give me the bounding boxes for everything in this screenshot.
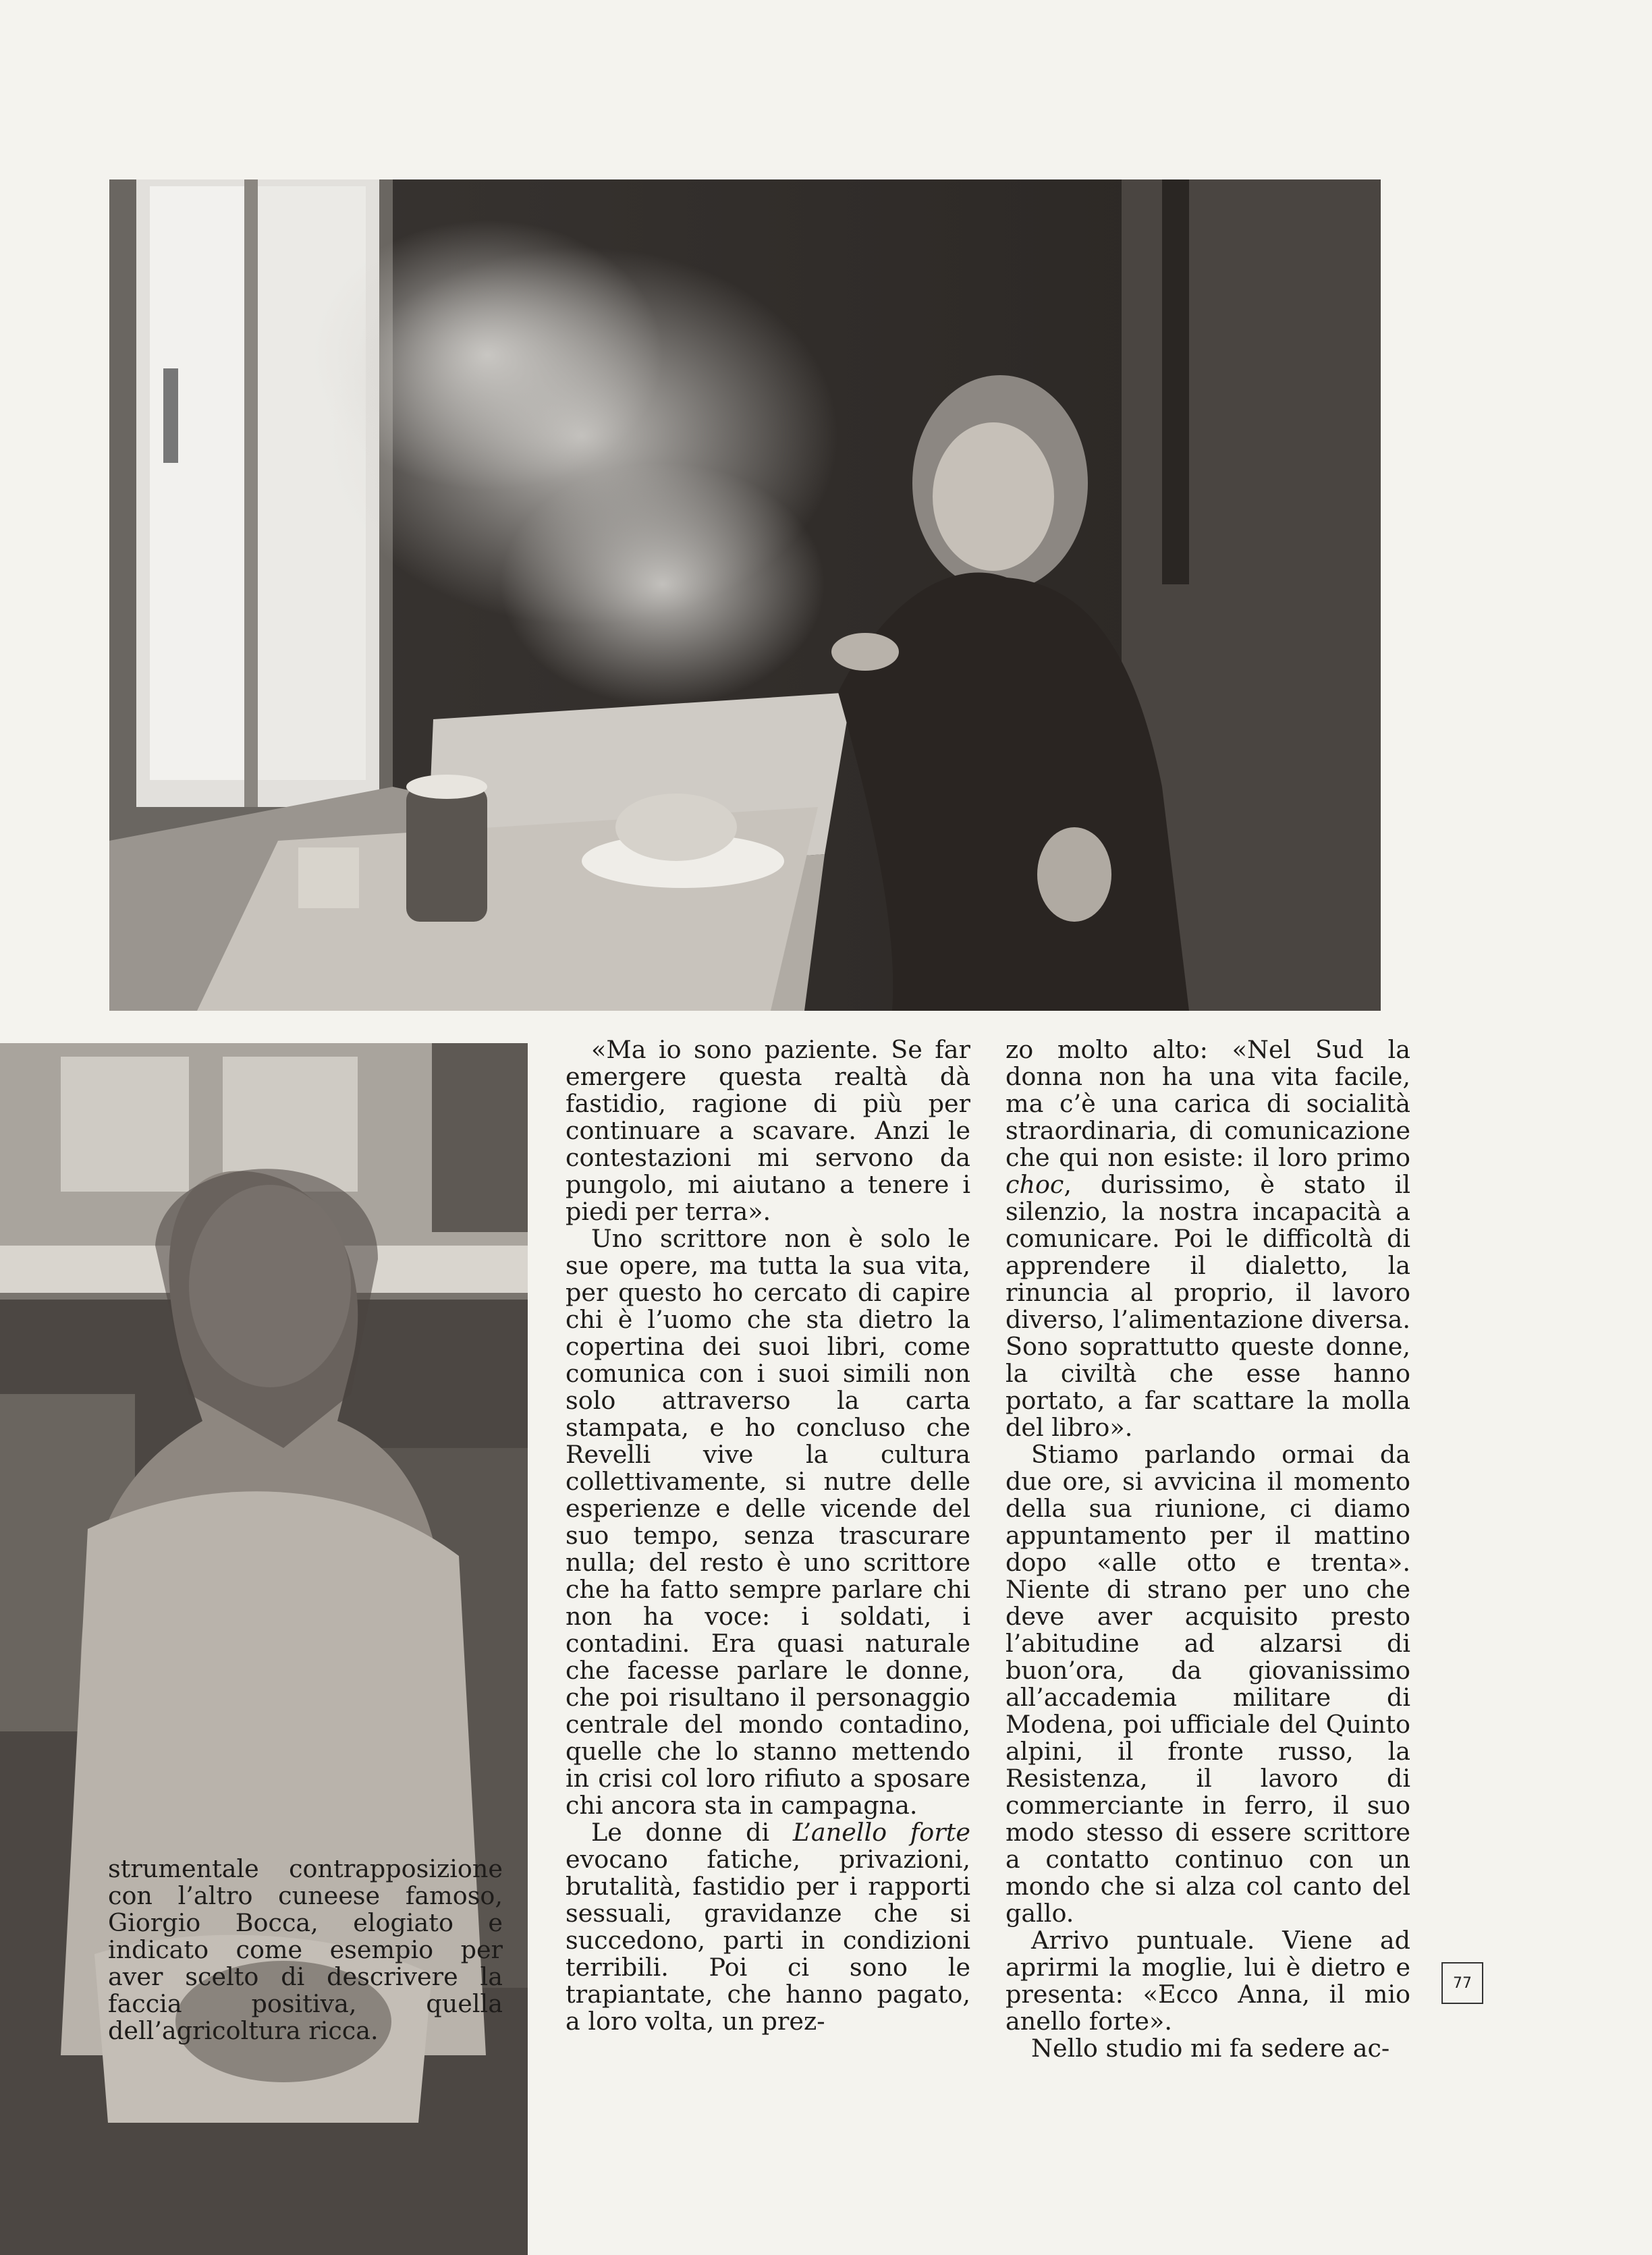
emphasis: choc — [1006, 1170, 1064, 1199]
paragraph: strumentale contrapposizione con l’altro cuneese famoso, Giorgio Bocca, elogiato e indicato come esempio per aver scelto di descrivere la faccia positiva, quella dell’agricoltura ricca. — [108, 1854, 503, 2045]
page-number: 77 — [1441, 1962, 1483, 2004]
text-run: evocano fatiche, privazioni, brutalità, fastidio per i rapporti sessuali, gravidanze che si succedono, parti in condizioni terribili. Poi ci sono le trapiantate, che hanno pagato, a loro volta, un prez- — [566, 1845, 970, 2036]
paragraph: Arrivo puntuale. Viene ad aprirmi la moglie, lui è dietro e presenta: «Ecco Anna, il mio anello forte». — [1006, 1926, 1410, 2036]
text-run: zo molto alto: «Nel Sud la donna non ha una vita facile, ma c’è una carica di socialità straordinaria, di comunicazione che qui non esiste: il loro primo — [1006, 1035, 1410, 1172]
paragraph: Nello studio mi fa sedere ac- — [1031, 2034, 1390, 2063]
text-column-middle — [566, 1036, 970, 2035]
paragraph — [1006, 1036, 1410, 1441]
paragraph: «Ma io sono paziente. Se far emergere questa realtà dà fastidio, ragione di più per continuare a scavare. Anzi le contestazioni mi servono da pungolo, mi aiutano a tenere i piedi per terra». — [566, 1035, 970, 1226]
kitchen-photo-icon — [109, 179, 1381, 1011]
text-column-right — [1006, 1036, 1410, 2062]
paragraph: Uno scrittore non è solo le sue opere, ma tutta la sua vita, per questo ho cercato di capire chi è l’uomo che sta dietro la copertina dei suoi libri, come comunica con i suoi simili non solo attraverso la carta stampata, e ho concluso che Revelli vive la cultura collettivamente, si nutre delle esperienze e delle vicende del suo tempo, senza trascurare nulla; del resto è uno scrittore che ha fatto sempre parlare chi non ha voce: i soldati, i contadini. Era quasi naturale che facesse parlare le donne, che poi risultano il personaggio centrale del mondo contadino, quelle che lo stanno mettendo in crisi col loro rifiuto a sposare chi ancora sta in campagna. — [566, 1224, 970, 1820]
photo-woman-kitchen — [109, 179, 1381, 1011]
text-column-left — [108, 1856, 503, 2044]
text-run: , durissimo, è stato il silenzio, la nostra incapacità a comunicare. Poi le difficoltà di apprendere il dialetto, la rinuncia al proprio, il lavoro diverso, l’alimentazione diversa. Sono soprattutto queste donne, la civiltà che esse hanno portato, a far scattare la molla del libro». — [1006, 1170, 1410, 1442]
photo-elderly-woman — [0, 1043, 528, 2255]
paragraph — [566, 1819, 970, 2035]
portrait-photo-icon — [0, 1043, 528, 2255]
text-run: Le donne di — [591, 1818, 793, 1847]
book-title: L’anello forte — [792, 1818, 970, 1847]
paragraph: Stiamo parlando ormai da due ore, si avvicina il momento della sua riunione, ci diamo appuntamento per il mattino dopo «alle otto e trenta». Niente di strano per uno che deve aver acquisito presto l’abitudine ad alzarsi di buon’ora, da giovanissimo all’accademia militare di Modena, poi ufficiale del Quinto alpini, il fronte russo, la Resistenza, il lavoro di commerciante in ferro, il suo modo stesso di essere scrittore a contatto continuo con un mondo che si alza col canto del gallo. — [1006, 1440, 1410, 1928]
